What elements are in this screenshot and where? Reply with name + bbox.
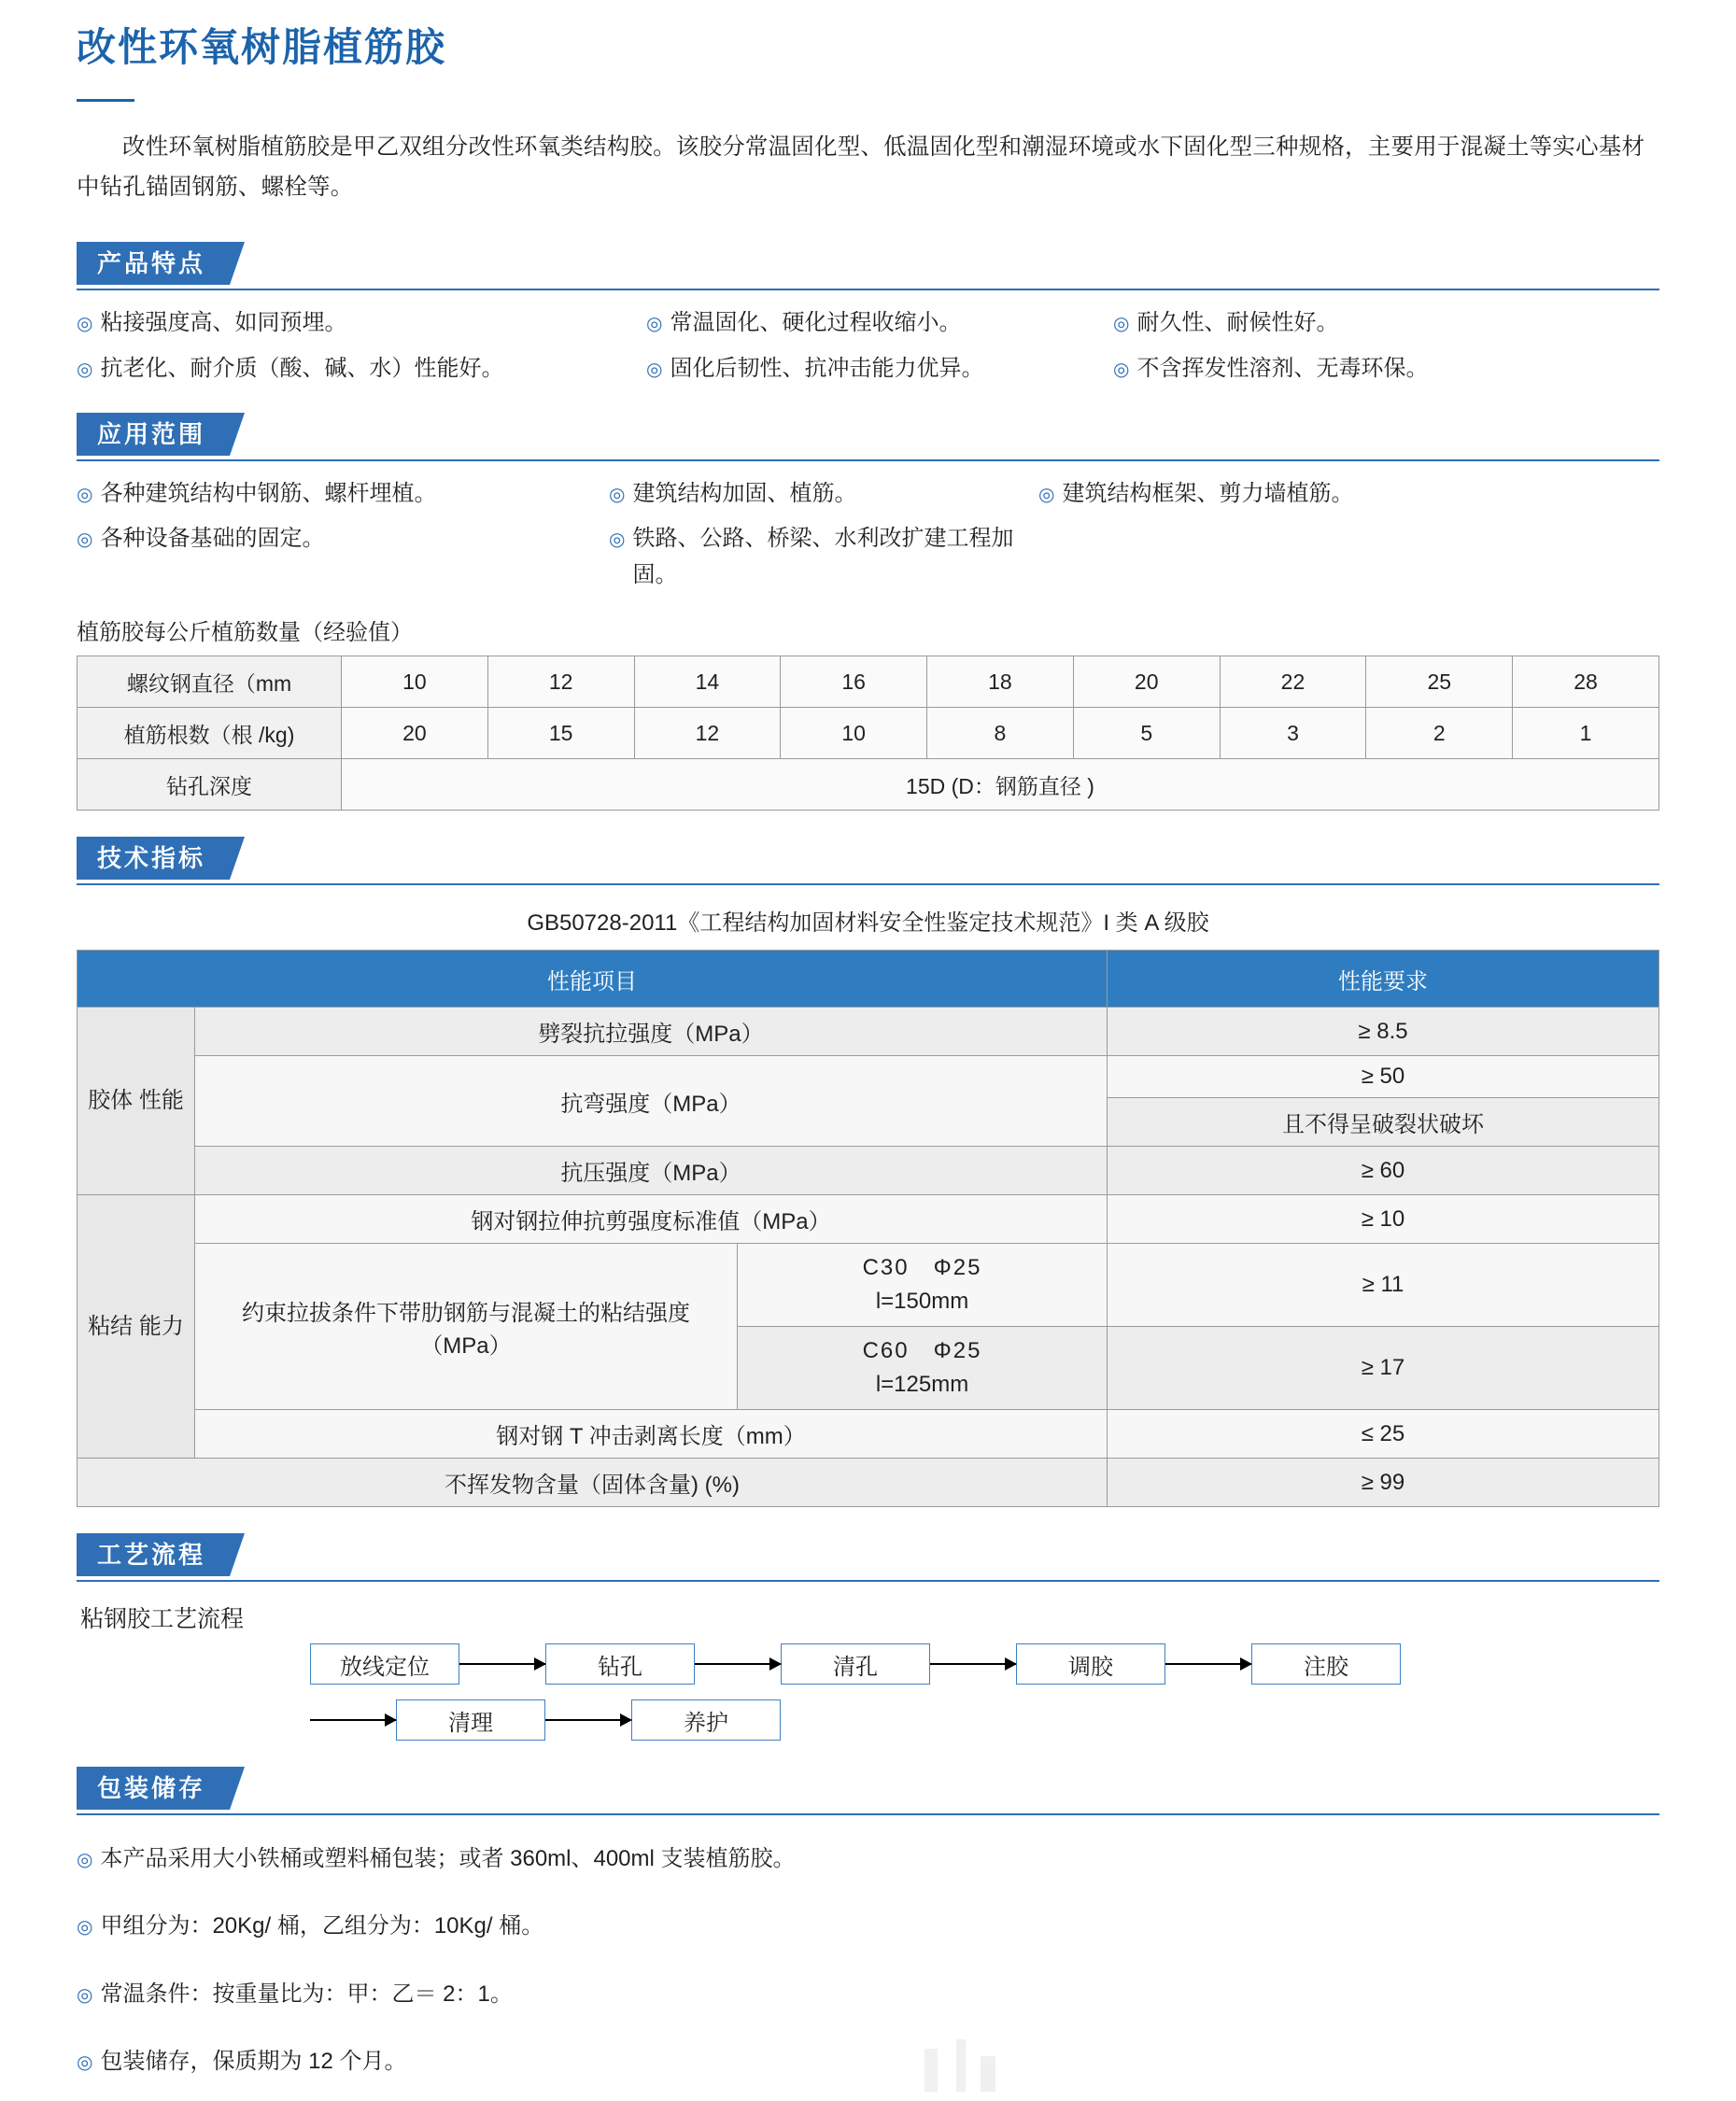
list-item	[646, 305, 1113, 341]
flow-node-layout: 放线定位	[310, 1643, 459, 1685]
list-item-label: 常温固化、硬化过程收缩小。	[670, 310, 962, 336]
list-item-label: 抗老化、耐介质（酸、碱、水）性能好。	[100, 355, 504, 381]
condition-c60	[738, 1327, 1108, 1410]
section-header-process	[77, 1533, 1659, 1582]
section-header-features	[77, 242, 1659, 290]
group-label-line2: 能力	[138, 1313, 184, 1339]
flow-arrow-icon	[310, 1719, 396, 1721]
req-flexural-2: 且不得呈破裂状破坏	[1108, 1098, 1659, 1147]
list-item-label: 粘接强度高、如同预埋。	[100, 310, 347, 336]
list-item-label: 铁路、公路、桥梁、水利改扩建工程加固。	[632, 526, 1014, 587]
bullet-icon: ◎	[1113, 314, 1130, 335]
list-item	[77, 1909, 1659, 1944]
table-row	[78, 1056, 1659, 1098]
list-item-label: 建筑结构框架、剪力墙植筋。	[1062, 480, 1354, 506]
cell-diameter: 20	[1073, 656, 1220, 708]
flow-arrow-icon	[930, 1663, 1016, 1665]
list-item-label: 固化后韧性、抗冲击能力优异。	[670, 355, 984, 381]
column-header-requirement: 性能要求	[1108, 951, 1659, 1008]
flow-arrow-icon	[1165, 1663, 1251, 1665]
list-item-label: 各种建筑结构中钢筋、螺杆埋植。	[100, 480, 437, 506]
application-list	[77, 476, 1659, 593]
list-item-label: 耐久性、耐候性好。	[1136, 310, 1339, 336]
cell-diameter: 25	[1366, 656, 1513, 708]
process-flowchart	[77, 1643, 1659, 1741]
cell-count: 12	[634, 708, 781, 759]
req-flexural-1: ≥ 50	[1108, 1056, 1659, 1098]
list-item	[1113, 305, 1580, 341]
section-label-packaging: 包装储存	[77, 1767, 230, 1810]
bullet-icon: ◎	[77, 359, 93, 380]
features-list	[77, 305, 1659, 387]
section-rule	[77, 883, 1659, 885]
bullet-icon: ◎	[1113, 359, 1130, 380]
cell-count: 2	[1366, 708, 1513, 759]
features-row	[77, 351, 1659, 387]
bullet-icon: ◎	[77, 1917, 93, 1939]
process-flow-caption: 粘钢胶工艺流程	[80, 1606, 245, 1633]
bullet-icon: ◎	[77, 484, 93, 505]
flow-node-clean-hole: 清孔	[781, 1643, 930, 1685]
req-bond-c30: ≥ 11	[1108, 1244, 1659, 1327]
cell-diameter: 28	[1513, 656, 1659, 708]
table-header-row	[78, 951, 1659, 1008]
cell-count: 10	[781, 708, 927, 759]
section-rule	[77, 459, 1659, 461]
condition-c60-length: l=125mm	[875, 1372, 969, 1398]
features-row	[77, 305, 1659, 341]
list-item	[77, 305, 646, 341]
bullet-icon: ◎	[609, 484, 626, 505]
qty-table-caption: 植筋胶每公斤植筋数量（经验值）	[77, 620, 413, 646]
packaging-row	[77, 2033, 1659, 2091]
application-row	[77, 521, 1659, 593]
list-item	[77, 476, 609, 512]
section-rule	[77, 1580, 1659, 1582]
group-label-line1: 粘结	[88, 1313, 134, 1339]
cell-diameter: 18	[927, 656, 1074, 708]
item-steel-shear: 钢对钢拉伸抗剪强度标准值（MPa）	[195, 1195, 1108, 1244]
list-item	[77, 2044, 1659, 2080]
condition-c30-length: l=150mm	[875, 1289, 969, 1315]
req-split-tensile: ≥ 8.5	[1108, 1008, 1659, 1056]
list-item	[646, 351, 1113, 387]
cell-count: 20	[342, 708, 488, 759]
table-row	[78, 1410, 1659, 1459]
bullet-icon: ◎	[77, 529, 93, 551]
group-label-bond-capacity	[78, 1195, 195, 1459]
cell-diameter: 10	[342, 656, 488, 708]
column-header-item: 性能项目	[78, 951, 1108, 1008]
list-item	[77, 521, 609, 557]
packaging-row	[77, 1966, 1659, 2023]
list-item	[77, 1841, 1659, 1877]
item-peel: 钢对钢 T 冲击剥离长度（mm）	[195, 1410, 1108, 1459]
flow-row-2	[77, 1699, 1659, 1741]
item-bond-strength: 约束拉拔条件下带肋钢筋与混凝土的粘结强度（MPa）	[195, 1244, 738, 1410]
cell-depth-value: 15D (D：钢筋直径 )	[342, 759, 1659, 811]
section-header-technical	[77, 837, 1659, 885]
cell-diameter: 12	[487, 656, 634, 708]
item-split-tensile: 劈裂抗拉强度（MPa）	[195, 1008, 1108, 1056]
group-label-body-performance	[78, 1008, 195, 1195]
technical-spec-table	[77, 950, 1659, 1507]
flow-node-drill: 钻孔	[545, 1643, 695, 1685]
table-row	[78, 1244, 1659, 1327]
application-row	[77, 476, 1659, 512]
section-header-application	[77, 413, 1659, 461]
condition-c30-grade: C30 Φ25	[862, 1255, 982, 1281]
bullet-icon: ◎	[77, 1850, 93, 1871]
quantity-table	[77, 656, 1659, 811]
section-label-application: 应用范围	[77, 413, 230, 456]
item-flexural: 抗弯强度（MPa）	[195, 1056, 1108, 1147]
bullet-icon: ◎	[77, 1984, 93, 2006]
cell-count: 15	[487, 708, 634, 759]
intro-paragraph: 改性环氧树脂植筋胶是甲乙双组分改性环氧类结构胶。该胶分常温固化型、低温固化型和潮湿环境或水下固化型三种规格，主要用于混凝土等实心基材中钻孔锚固钢筋、螺栓等。	[77, 134, 1645, 201]
bullet-icon: ◎	[77, 2052, 93, 2074]
bullet-icon: ◎	[77, 314, 93, 335]
list-item	[609, 476, 1038, 512]
list-item-label: 本产品采用大小铁桶或塑料桶包装；或者 360ml、400ml 支装植筋胶。	[100, 1846, 796, 1872]
cell-count: 8	[927, 708, 1074, 759]
bullet-icon: ◎	[1038, 484, 1055, 505]
table-row	[78, 1459, 1659, 1507]
title-underline	[77, 99, 134, 102]
condition-c30	[738, 1244, 1108, 1327]
flow-node-inject-glue: 注胶	[1251, 1643, 1401, 1685]
list-item-label: 各种设备基础的固定。	[100, 526, 325, 552]
packaging-row	[77, 1897, 1659, 1955]
section-rule	[77, 1813, 1659, 1815]
group-label-line1: 胶体	[88, 1088, 134, 1114]
row-label-depth: 钻孔深度	[78, 759, 342, 811]
section-rule	[77, 289, 1659, 290]
table-row	[78, 708, 1659, 759]
flow-arrow-icon	[545, 1719, 631, 1721]
page-title: 改性环氧树脂植筋胶	[77, 25, 447, 69]
req-steel-shear: ≥ 10	[1108, 1195, 1659, 1244]
row-label-diameter: 螺纹钢直径（mm	[78, 656, 342, 708]
flow-node-mix-glue: 调胶	[1016, 1643, 1165, 1685]
section-label-process: 工艺流程	[77, 1533, 230, 1576]
list-item	[1113, 351, 1580, 387]
flow-node-cleanup: 清理	[396, 1699, 545, 1741]
req-bond-c60: ≥ 17	[1108, 1327, 1659, 1410]
bullet-icon: ◎	[609, 529, 626, 551]
packaging-row	[77, 1830, 1659, 1888]
list-item-label: 包装储存，保质期为 12 个月。	[100, 2049, 407, 2075]
list-item	[77, 351, 646, 387]
bullet-icon: ◎	[646, 314, 663, 335]
table-row	[78, 759, 1659, 811]
flow-arrow-icon	[459, 1663, 545, 1665]
packaging-list	[77, 1830, 1659, 2092]
row-label-count: 植筋根数（根 /kg)	[78, 708, 342, 759]
table-row	[78, 1147, 1659, 1195]
item-nonvolatile: 不挥发物含量（固体含量) (%)	[78, 1459, 1108, 1507]
list-item-label: 甲组分为：20Kg/ 桶，乙组分为：10Kg/ 桶。	[100, 1913, 544, 1939]
list-item	[1038, 476, 1505, 512]
list-item	[77, 1977, 1659, 2012]
table-row	[78, 656, 1659, 708]
group-label-line2: 性能	[138, 1088, 184, 1114]
flow-node-curing: 养护	[631, 1699, 781, 1741]
flow-row-1	[77, 1643, 1659, 1685]
req-peel: ≤ 25	[1108, 1410, 1659, 1459]
standard-reference: GB50728-2011《工程结构加固材料安全性鉴定技术规范》I 类 A 级胶	[527, 910, 1209, 937]
bullet-icon: ◎	[646, 359, 663, 380]
table-row	[78, 1008, 1659, 1056]
cell-diameter: 22	[1220, 656, 1366, 708]
section-label-technical: 技术指标	[77, 837, 230, 880]
cell-count: 5	[1073, 708, 1220, 759]
cell-diameter: 16	[781, 656, 927, 708]
req-nonvolatile: ≥ 99	[1108, 1459, 1659, 1507]
condition-c60-grade: C60 Φ25	[862, 1338, 982, 1364]
cell-count: 1	[1513, 708, 1659, 759]
flow-arrow-icon	[695, 1663, 781, 1665]
table-row	[78, 1195, 1659, 1244]
item-compressive: 抗压强度（MPa）	[195, 1147, 1108, 1195]
cell-count: 3	[1220, 708, 1366, 759]
section-header-packaging	[77, 1767, 1659, 1815]
cell-diameter: 14	[634, 656, 781, 708]
list-item-label: 常温条件：按重量比为：甲：乙＝ 2：1。	[100, 1981, 513, 2007]
req-compressive: ≥ 60	[1108, 1147, 1659, 1195]
list-item-label: 建筑结构加固、植筋。	[632, 480, 857, 506]
section-label-features: 产品特点	[77, 242, 230, 285]
list-item	[609, 521, 1038, 593]
list-item-label: 不含挥发性溶剂、无毒环保。	[1136, 355, 1429, 381]
